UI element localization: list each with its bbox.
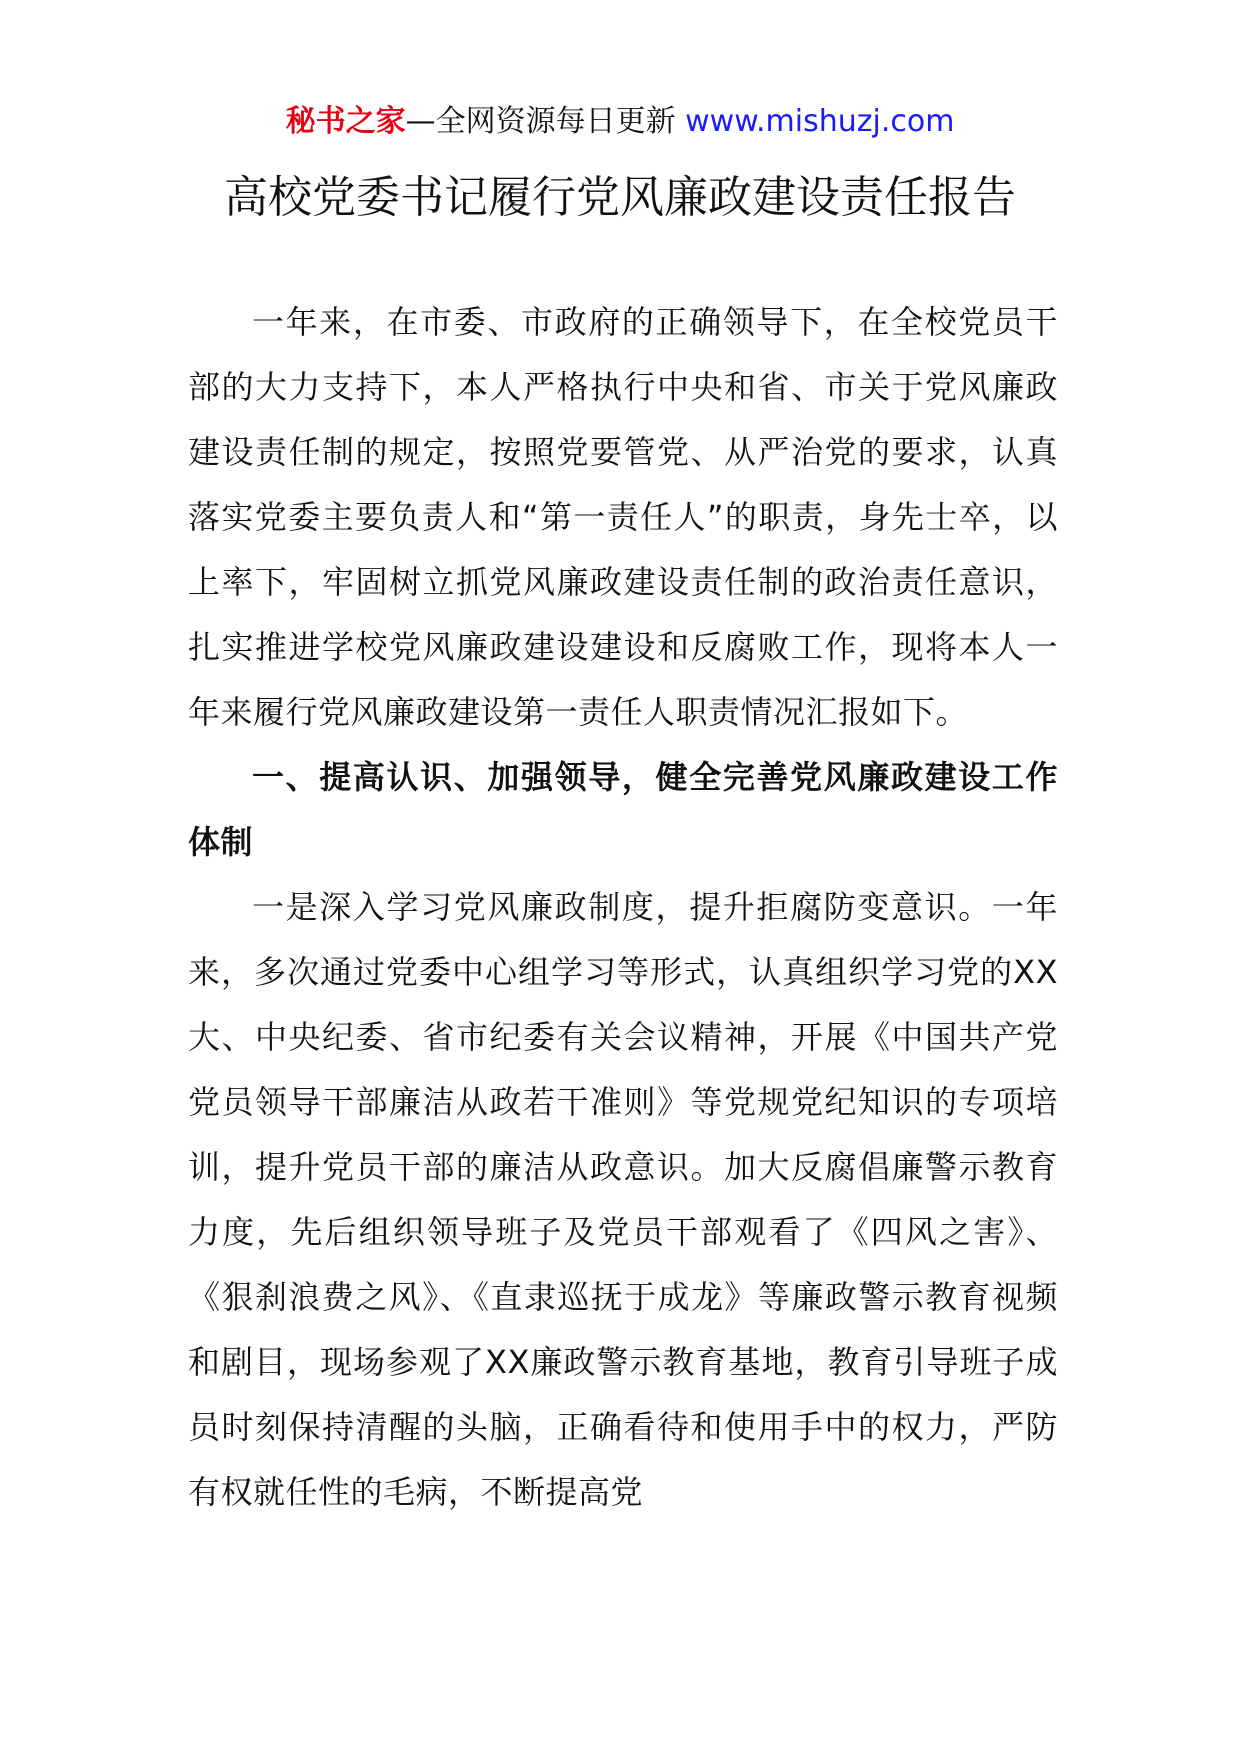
section-heading: 一、提高认识、加强领导，健全完善党风廉政建设工作体制 <box>188 758 1058 861</box>
site-url[interactable]: www.mishuzj.com <box>685 104 955 139</box>
brand-name: 秘书之家 <box>285 104 406 139</box>
header-slogan: —全网资源每日更新 <box>405 104 676 139</box>
document-body <box>188 290 1058 1525</box>
intro-paragraph: 一年来，在市委、市政府的正确领导下，在全校党员干部的大力支持下，本人严格执行中央和省、市关于党风廉政建设责任制的规定，按照党要管党、从严治党的要求，认真落实党委主要负责人和“第一责任人”的职责，身先士卒，以上率下，牢固树立抓党风廉政建设责任制的政治责任意识，扎实推进学校党风廉政建设建设和反腐败工作，现将本人一年来履行党风廉政建设第一责任人职责情况汇报如下。 <box>188 303 1058 731</box>
body-paragraph: 一是深入学习党风廉政制度，提升拒腐防变意识。一年来，多次通过党委中心组学习等形式，认真组织学习党的XX大、中央纪委、省市纪委有关会议精神，开展《中国共产党党员领导干部廉洁从政若干准则》等党规党纪知识的专项培训，提升党员干部的廉洁从政意识。加大反腐倡廉警示教育力度，先后组织领导班子及党员干部观看了《四风之害》、《狠刹浪费之风》、《直隶巡抚于成龙》等廉政警示教育视频和剧目，现场参观了XX廉政警示教育基地，教育引导班子成员时刻保持清醒的头脑，正确看待和使用手中的权力，严防有权就任性的毛病，不断提高党 <box>188 888 1058 1511</box>
document-title: 高校党委书记履行党风廉政建设责任报告 <box>224 172 1016 223</box>
site-header <box>0 100 1240 144</box>
